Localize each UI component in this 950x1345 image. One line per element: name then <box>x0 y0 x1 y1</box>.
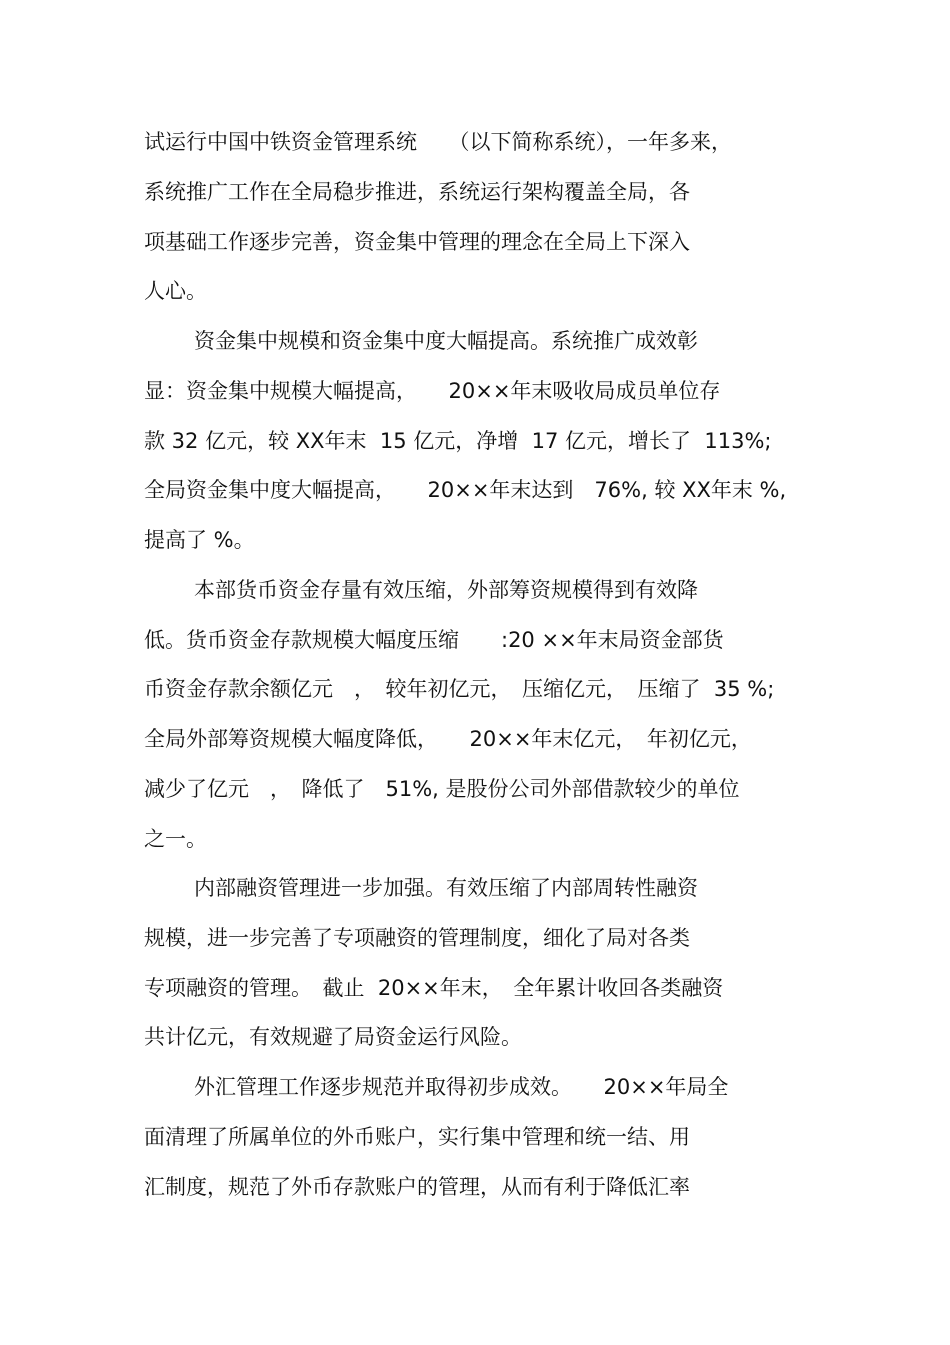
text-line: 面清理了所属单位的外币账户，实行集中管理和统一结、用 <box>144 1125 690 1149</box>
text-line: 专项融资的管理。 截止 20××年末， 全年累计收回各类融资 <box>144 976 724 1000</box>
text-line: 款 32 亿元，较 XX年末 15 亿元，净增 17 亿元，增长了 113%; <box>144 429 772 453</box>
text-line: 之一。 <box>144 827 207 851</box>
text-line: 低。货币资金存款规模大幅度压缩 :20 ××年末局资金部货 <box>144 628 724 652</box>
text-line: 提高了 %。 <box>144 528 255 552</box>
text-line: 资金集中规模和资金集中度大幅提高。系统推广成效彰 <box>194 329 698 353</box>
text-line: 显：资金集中规模大幅提高， 20××年末吸收局成员单位存 <box>144 379 721 403</box>
text-line: 内部融资管理进一步加强。有效压缩了内部周转性融资 <box>194 876 698 900</box>
text-line: 规模，进一步完善了专项融资的管理制度，细化了局对各类 <box>144 926 690 950</box>
text-line: 试运行中国中铁资金管理系统 （以下简称系统），一年多来， <box>144 130 732 154</box>
text-line: 人心。 <box>144 279 207 303</box>
text-line: 本部货币资金存量有效压缩，外部筹资规模得到有效降 <box>194 578 698 602</box>
text-line: 共计亿元，有效规避了局资金运行风险。 <box>144 1025 522 1049</box>
text-line: 减少了亿元 ， 降低了 51%, 是股份公司外部借款较少的单位 <box>144 777 740 801</box>
text-line: 币资金存款余额亿元 ， 较年初亿元， 压缩亿元， 压缩了 35 %; <box>144 677 775 701</box>
text-line: 系统推广工作在全局稳步推进，系统运行架构覆盖全局，各 <box>144 180 690 204</box>
text-line: 项基础工作逐步完善，资金集中管理的理念在全局上下深入 <box>144 230 690 254</box>
text-line: 汇制度，规范了外币存款账户的管理，从而有利于降低汇率 <box>144 1175 690 1199</box>
text-line: 全局外部筹资规模大幅度降低， 20××年末亿元， 年初亿元， <box>144 727 752 751</box>
text-line: 外汇管理工作逐步规范并取得初步成效。 20××年局全 <box>194 1075 729 1099</box>
text-line: 全局资金集中度大幅提高， 20××年末达到 76%, 较 XX年末 %, <box>144 478 787 502</box>
